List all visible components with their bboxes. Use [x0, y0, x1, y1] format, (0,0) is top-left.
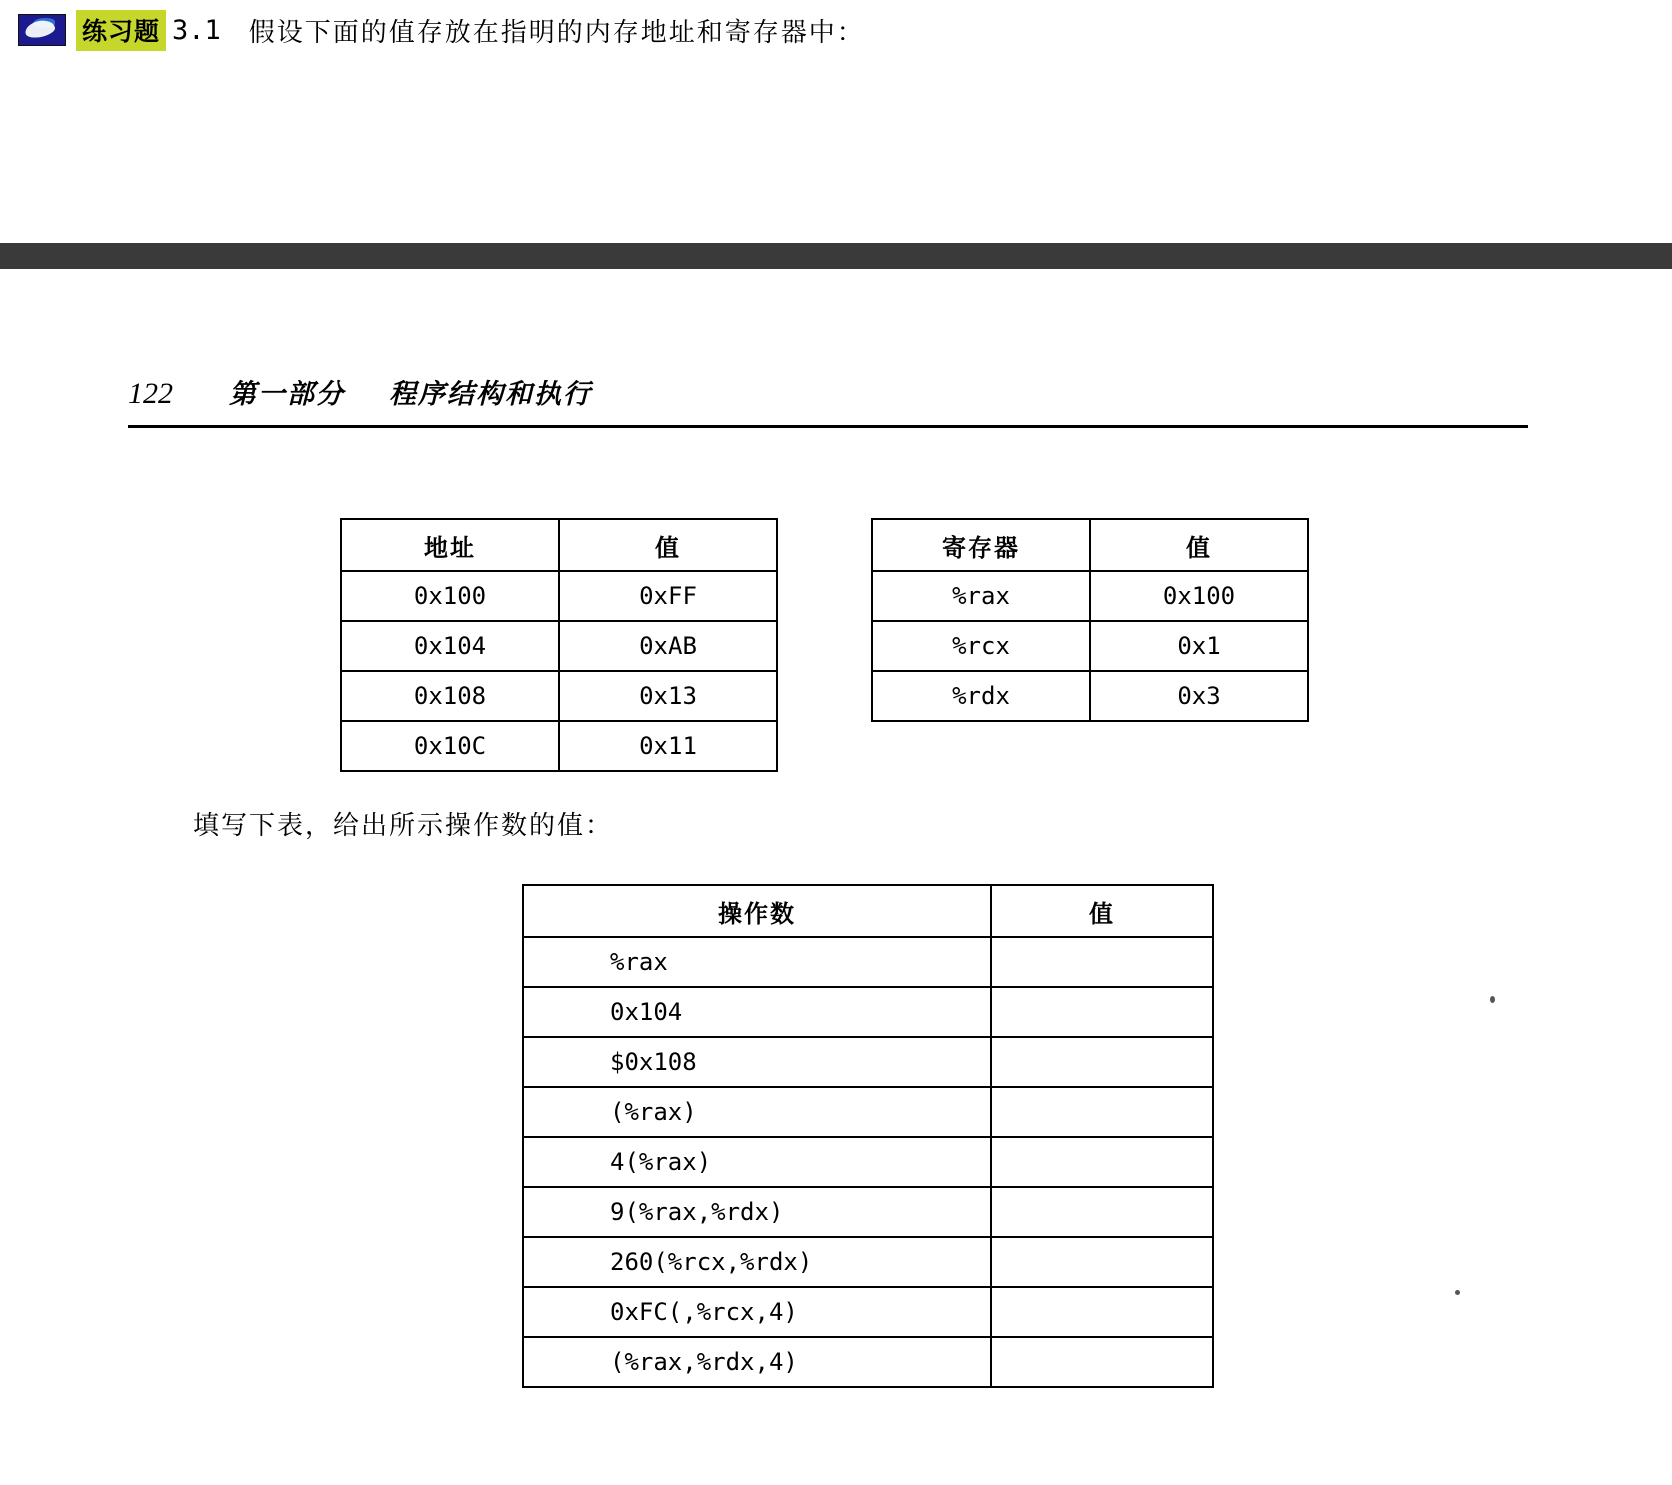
cell-value-blank [991, 1137, 1213, 1187]
book-section: 程序结构和执行 [389, 379, 592, 410]
cell-operand: $0x108 [523, 1037, 991, 1087]
table-header-row [341, 519, 777, 571]
cell-value: 0x100 [1090, 571, 1308, 621]
table-row [341, 571, 777, 621]
cell-address: 0x104 [341, 621, 559, 671]
exercise-prompt: 假设下面的值存放在指明的内存地址和寄存器中： [248, 17, 865, 48]
column-header-value: 值 [559, 519, 777, 571]
cell-value-blank [991, 1237, 1213, 1287]
cell-register: %rcx [872, 621, 1090, 671]
header-rule [128, 425, 1528, 428]
cell-value-blank [991, 1087, 1213, 1137]
scan-speck [1490, 996, 1495, 1003]
table-header-row [523, 885, 1213, 937]
table-row [523, 1337, 1213, 1387]
memory-values-table [340, 518, 778, 772]
cell-address: 0x100 [341, 571, 559, 621]
table-header-row [872, 519, 1308, 571]
cell-operand: 0x104 [523, 987, 991, 1037]
cell-address: 0x10C [341, 721, 559, 771]
column-header-operand: 操作数 [523, 885, 991, 937]
table-row [523, 1187, 1213, 1237]
table-row [872, 571, 1308, 621]
table-row [523, 1237, 1213, 1287]
cell-value-blank [991, 1287, 1213, 1337]
cell-value: 0x13 [559, 671, 777, 721]
cell-address: 0x108 [341, 671, 559, 721]
table-row [523, 937, 1213, 987]
table-row [523, 987, 1213, 1037]
table-row [872, 671, 1308, 721]
page-number: 122 [128, 377, 173, 410]
cell-value-blank [991, 1037, 1213, 1087]
cell-register: %rdx [872, 671, 1090, 721]
cell-value-blank [991, 937, 1213, 987]
cell-value-blank [991, 1187, 1213, 1237]
page-separator-bar [0, 243, 1672, 269]
cell-operand: 260(%rcx,%rdx) [523, 1237, 991, 1287]
cell-value: 0xFF [559, 571, 777, 621]
cell-value: 0x1 [1090, 621, 1308, 671]
table-row [523, 1037, 1213, 1087]
table-row [341, 671, 777, 721]
exercise-badge-icon [18, 14, 66, 46]
cell-value-blank [991, 987, 1213, 1037]
cell-register: %rax [872, 571, 1090, 621]
cell-value: 0x3 [1090, 671, 1308, 721]
cell-operand: 4(%rax) [523, 1137, 991, 1187]
column-header-register: 寄存器 [872, 519, 1090, 571]
cell-value: 0xAB [559, 621, 777, 671]
exercise-header [18, 10, 865, 50]
column-header-address: 地址 [341, 519, 559, 571]
table-row [872, 621, 1308, 671]
table-row [523, 1137, 1213, 1187]
exercise-number: 3.1 [172, 14, 221, 46]
cell-operand: %rax [523, 937, 991, 987]
cell-value: 0x11 [559, 721, 777, 771]
exercise-label: 练习题 [76, 10, 166, 51]
cell-operand: (%rax) [523, 1087, 991, 1137]
book-part: 第一部分 [229, 379, 345, 410]
cell-value-blank [991, 1337, 1213, 1387]
table-row [341, 721, 777, 771]
scan-speck [1455, 1290, 1460, 1295]
cell-operand: 9(%rax,%rdx) [523, 1187, 991, 1237]
running-head [128, 372, 1528, 411]
table-row [341, 621, 777, 671]
cell-operand: 0xFC(,%rcx,4) [523, 1287, 991, 1337]
table-row [523, 1087, 1213, 1137]
column-header-value: 值 [991, 885, 1213, 937]
column-header-value: 值 [1090, 519, 1308, 571]
table-row [523, 1287, 1213, 1337]
cell-operand: (%rax,%rdx,4) [523, 1337, 991, 1387]
fill-table-instruction: 填写下表，给出所示操作数的值： [193, 811, 614, 841]
register-values-table [871, 518, 1309, 722]
operand-values-table [522, 884, 1214, 1388]
